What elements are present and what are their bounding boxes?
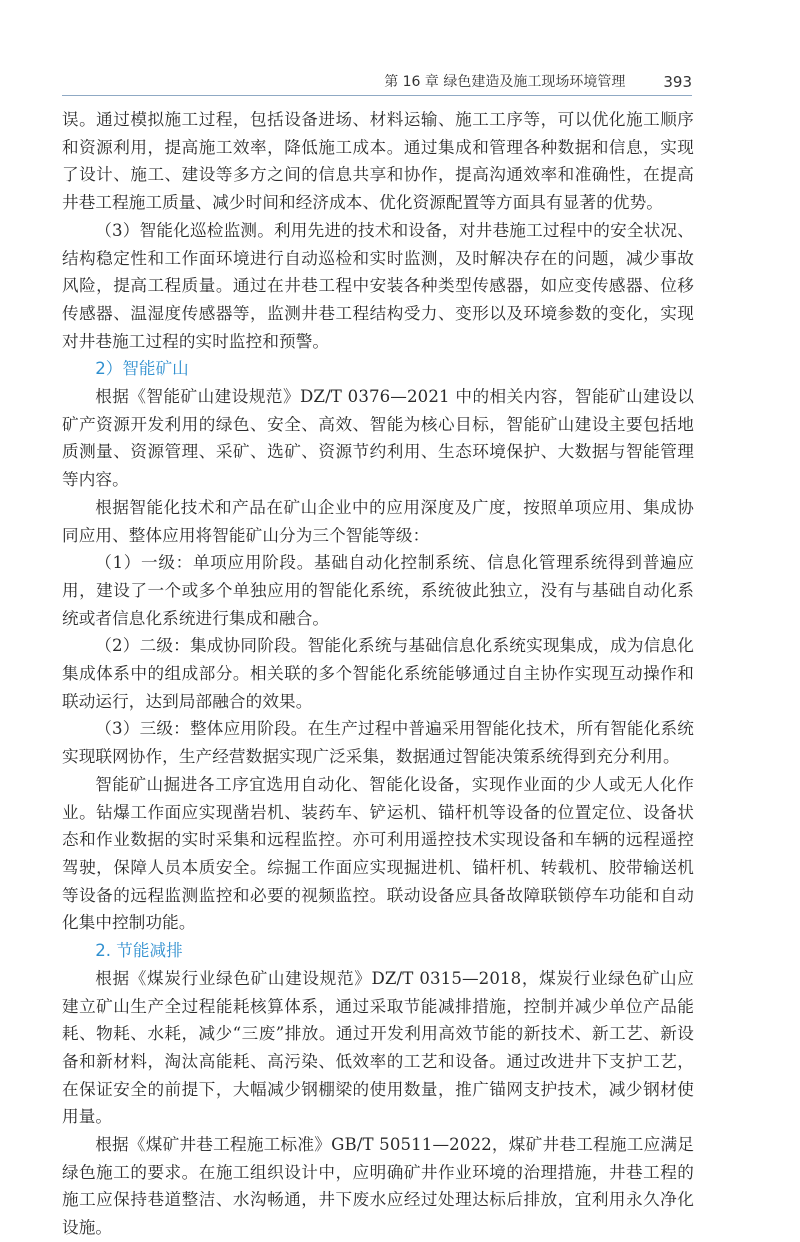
paragraph-excavation-automation: 智能矿山掘进各工序宜选用自动化、智能化设备，实现作业面的少人或无人化作业。钻爆工作面应实现凿岩机、装药车、铲运机、锚杆机等设备的位置定位、设备状态和作业数据的实时采集和远程监控。亦可利用遥控技术实现设备和车辆的远程遥控驾驶，保障人员本质安全。综掘工作面应实现掘进机、锚杆机、转载机、胶带输送机等设备的远程监测监控和必要的视频监控。联动设备应具备故障联锁停车功能和自动化集中控制功能。 [62, 774, 694, 933]
paragraph-smart-levels-intro: 根据智能化技术和产品在矿山企业中的应用深度及广度，按照单项应用、集成协同应用、整体应用将智能矿山分为三个智能等级： [62, 497, 694, 545]
page-body [62, 106, 694, 1242]
paragraph-level-two: （2）二级：集成协同阶段。智能化系统与基础信息化系统实现集成，成为信息化集成体系中的组成部分。相关联的多个智能化系统能够通过自主协作实现互动操作和联动运行，达到局部融合的效果。 [62, 636, 694, 711]
paragraph-continued: 误。通过模拟施工过程，包括设备进场、材料运输、施工工序等，可以优化施工顺序和资源利用，提高施工效率，降低施工成本。通过集成和管理各种数据和信息，实现了设计、施工、建设等多方之间的信息共享和协作，提高沟通效率和准确性，在提高井巷工程施工质量、减少时间和经济成本、优化资源配置等方面具有显著的优势。 [62, 110, 694, 213]
running-header [62, 66, 692, 96]
paragraph-smart-mine-spec: 根据《智能矿山建设规范》DZ/T 0376—2021 中的相关内容，智能矿山建设以矿产资源开发利用的绿色、安全、高效、智能为核心目标，智能矿山建设主要包括地质测量、资源管理、采矿、选矿、资源节约利用、生态环境保护、大数据与智能管理等内容。 [62, 387, 694, 490]
section-heading-smart-mine: 2）智能矿山 [95, 359, 189, 379]
chapter-title: 第 16 章 绿色建造及施工现场环境管理 [384, 74, 626, 90]
paragraph-shaft-construction-standard: 根据《煤矿井巷工程施工标准》GB/T 50511—2022，煤矿井巷工程施工应满足绿色施工的要求。在施工组织设计中，应明确矿井作业环境的治理措施，井巷工程的施工应保持巷道整洁、水沟畅通，井下废水应经过处理达标后排放，宜利用永久净化设施。 [62, 1135, 694, 1238]
paragraph-level-one: （1）一级：单项应用阶段。基础自动化控制系统、信息化管理系统得到普遍应用，建设了一个或多个单独应用的智能化系统，系统彼此独立，没有与基础自动化系统或者信息化系统进行集成和融合。 [62, 553, 694, 628]
paragraph-inspection-monitoring: （3）智能化巡检监测。利用先进的技术和设备，对井巷施工过程中的安全状况、结构稳定性和工作面环境进行自动巡检和实时监测，及时解决存在的问题，减少事故风险，提高工程质量。通过在井巷工程中安装各种类型传感器，如应变传感器、位移传感器、温湿度传感器等，监测井巷工程结构受力、变形以及环境参数的变化，实现对井巷施工过程的实时监控和预警。 [62, 220, 694, 351]
paragraph-level-three: （3）三级：整体应用阶段。在生产过程中普遍采用智能化技术，所有智能化系统实现联网协作，生产经营数据实现广泛采集，数据通过智能决策系统得到充分利用。 [62, 719, 694, 767]
paragraph-green-mine-spec: 根据《煤炭行业绿色矿山建设规范》DZ/T 0315—2018，煤炭行业绿色矿山应建立矿山生产全过程能耗核算体系，通过采取节能减排措施，控制并减少单位产品能耗、物耗、水耗，减少“三废”排放。通过开发利用高效节能的新技术、新工艺、新设备和新材料，淘汰高能耗、高污染、低效率的工艺和设备。通过改进井下支护工艺，在保证安全的前提下，大幅减少钢棚梁的使用数量，推广锚网支护技术，减少钢材使用量。 [62, 968, 694, 1127]
section-heading-energy-saving: 2. 节能减排 [95, 941, 183, 961]
page-number: 393 [663, 73, 692, 91]
